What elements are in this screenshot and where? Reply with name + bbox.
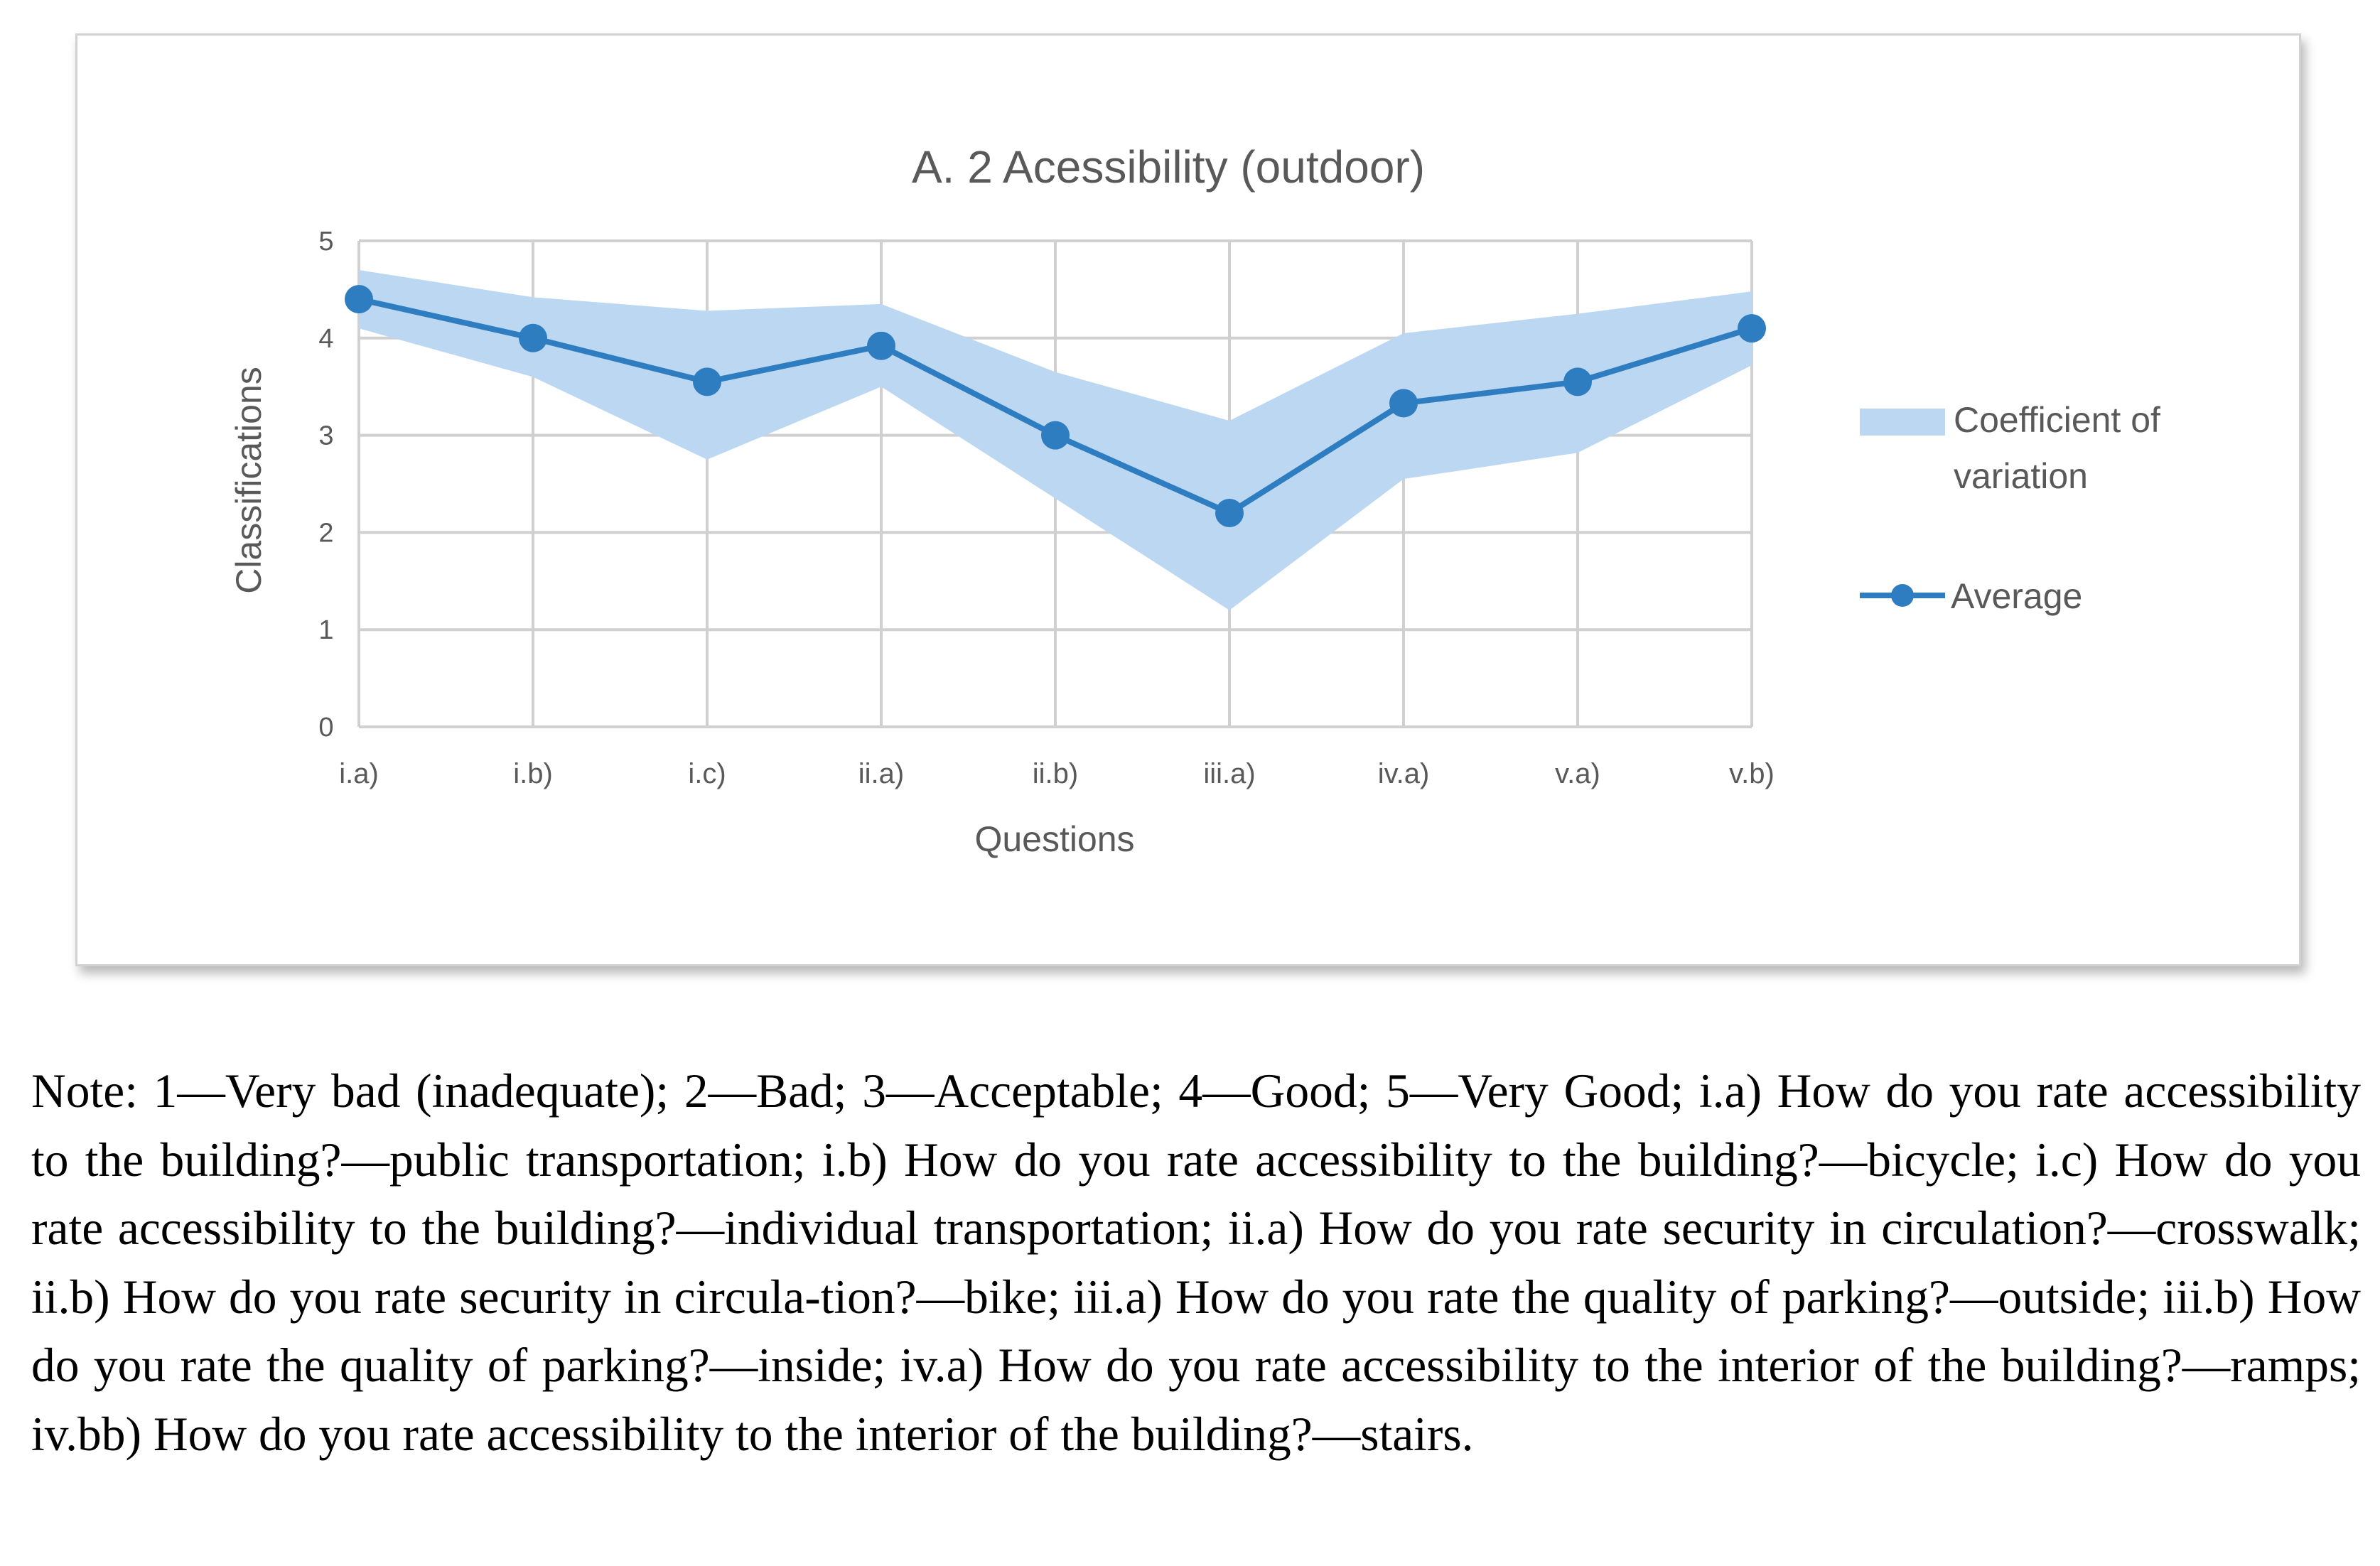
legend-band-swatch [1860,409,1945,436]
legend-marker [1891,584,1914,607]
x-tick-label: i.c) [688,758,726,789]
x-tick-label: i.b) [513,758,553,789]
x-tick-label: i.a) [339,758,379,789]
legend-band-label: Coefficient of variation [1954,400,2160,496]
average-point [519,324,547,352]
average-point [1738,314,1766,342]
x-tick-label: ii.a) [858,758,905,789]
x-tick-label: iii.a) [1203,758,1256,789]
average-point [1563,367,1592,396]
y-tick-label: 1 [318,615,334,646]
average-point [1389,389,1418,417]
x-axis-label: Questions [974,819,1135,859]
x-tick-label: v.a) [1555,758,1600,789]
y-tick-label: 3 [318,421,334,451]
figure-note: Note: 1—Very bad (inadequate); 2—Bad; 3—Acceptable; 4—Good; 5—Very Good; i.a) How do you rate accessibility to the building?—public transportation; i.b) How do you rate accessibility to the building?—bicycle; i.c) How do you rate accessibility to the building?—individual transportation; ii.a) How do you rate security in circulation?—crosswalk; ii.b) How do you rate security in circula-tion?—bike; iii.a) How do you rate the quality of parking?—outside; iii.b) How do you rate the quality of parking?—inside; iv.a) How do you rate accessibility to the interior of the building?—ramps; iv.bb) How do you rate accessibility to the interior of the building?—stairs. [31,1064,2361,1461]
x-tick-label: iv.a) [1377,758,1430,789]
y-tick-label: 4 [318,323,334,354]
chart-svg [77,36,2299,964]
x-tick-label: ii.b) [1032,758,1079,789]
y-tick-label: 2 [318,518,334,549]
legend [1860,400,2170,616]
x-tick-label: v.b) [1729,758,1775,789]
average-point [867,332,895,360]
chart-title: A. 2 Acessibility (outdoor) [911,141,1426,193]
y-axis-label: Classifications [229,367,269,594]
y-axis-ticks [318,227,333,742]
chart-frame [75,33,2301,966]
average-point [1041,421,1070,450]
legend-average-label: Average [1951,576,2083,616]
y-tick-label: 5 [318,227,334,256]
y-tick-label: 0 [318,713,334,742]
average-point [693,367,721,396]
average-point [1215,499,1244,527]
average-point [345,285,373,313]
x-axis-ticks [339,758,1775,789]
